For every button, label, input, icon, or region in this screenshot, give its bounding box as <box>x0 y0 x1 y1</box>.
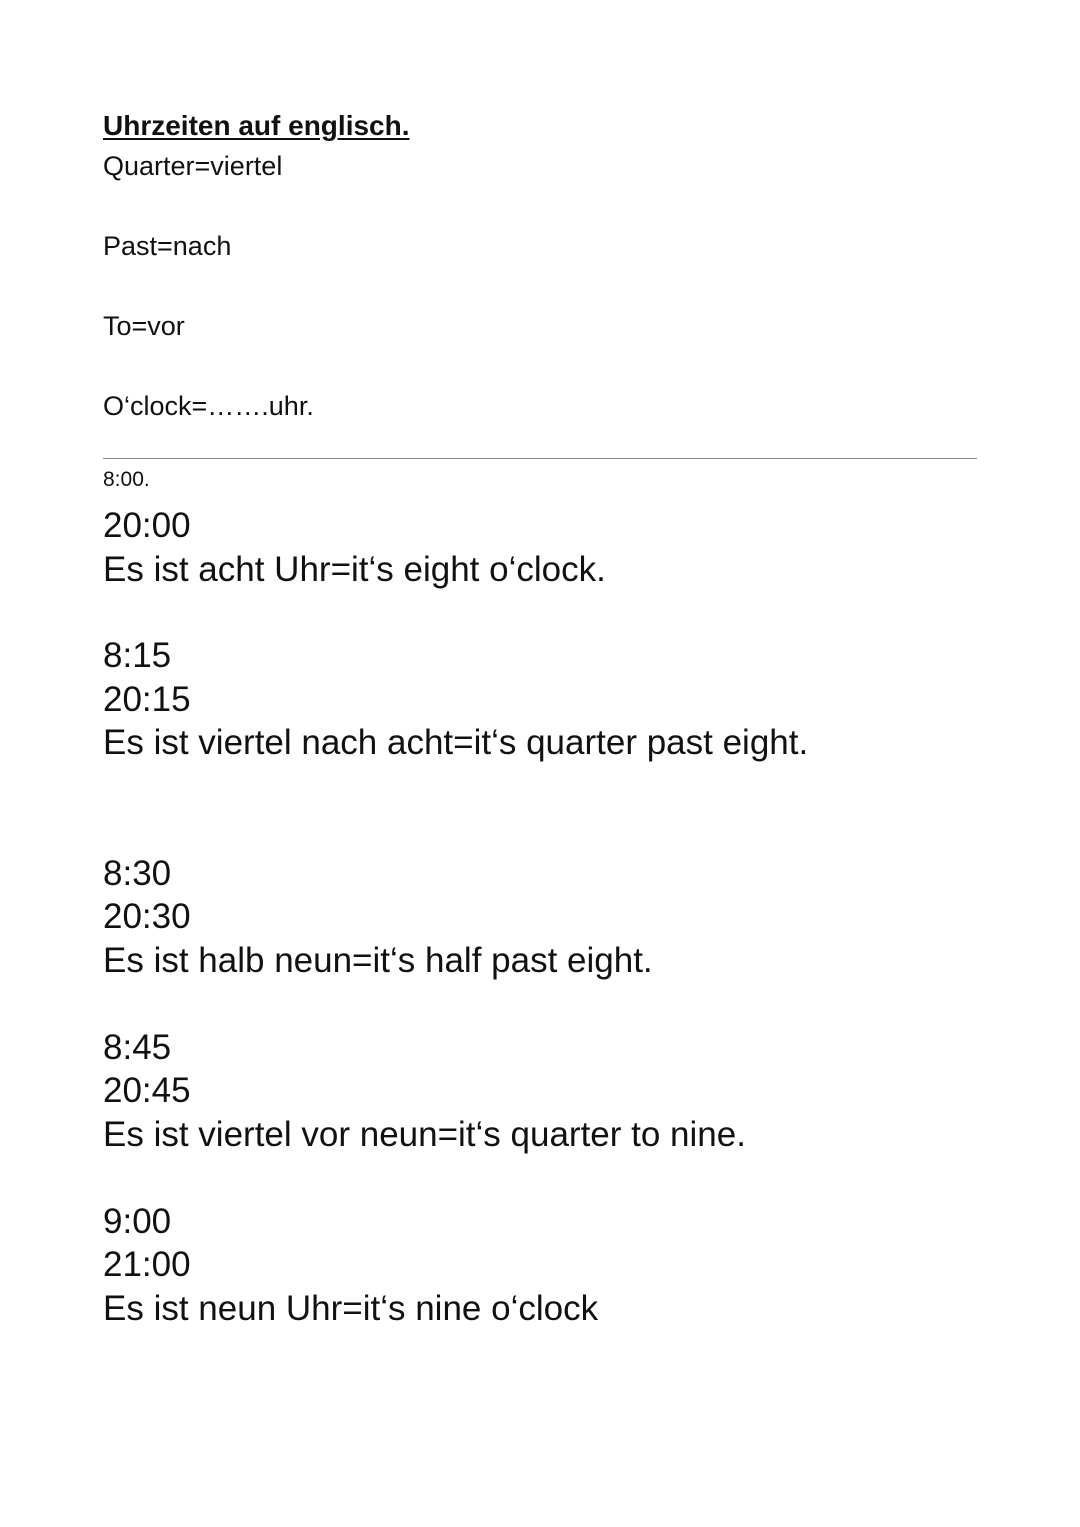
vocab-quarter: Quarter=viertel <box>103 151 283 181</box>
vocab-oclock: O‘clock=…….uhr. <box>103 391 314 421</box>
time-24h: 20:45 <box>103 1071 191 1110</box>
sentence: Es ist halb neun=it‘s half past eight. <box>103 941 653 980</box>
vocab-past: Past=nach <box>103 231 232 261</box>
small-time: 8:00. <box>103 468 150 491</box>
sentence: Es ist acht Uhr=it‘s eight o‘clock. <box>103 550 606 589</box>
time-12h: 9:00 <box>103 1202 172 1241</box>
vocab-to: To=vor <box>103 311 185 341</box>
divider <box>103 458 977 459</box>
time-12h: 8:15 <box>103 636 172 675</box>
time-12h: 8:45 <box>103 1028 172 1067</box>
time-24h: 20:00 <box>103 506 191 545</box>
time-24h: 21:00 <box>103 1245 191 1284</box>
time-24h: 20:15 <box>103 680 191 719</box>
sentence: Es ist viertel vor neun=it‘s quarter to nine. <box>103 1115 746 1154</box>
sentence: Es ist neun Uhr=it‘s nine o‘clock <box>103 1289 599 1328</box>
sentence: Es ist viertel nach acht=it‘s quarter past eight. <box>103 723 809 762</box>
page-title: Uhrzeiten auf englisch. <box>103 110 410 141</box>
time-12h: 8:30 <box>103 854 172 893</box>
time-24h: 20:30 <box>103 897 191 936</box>
